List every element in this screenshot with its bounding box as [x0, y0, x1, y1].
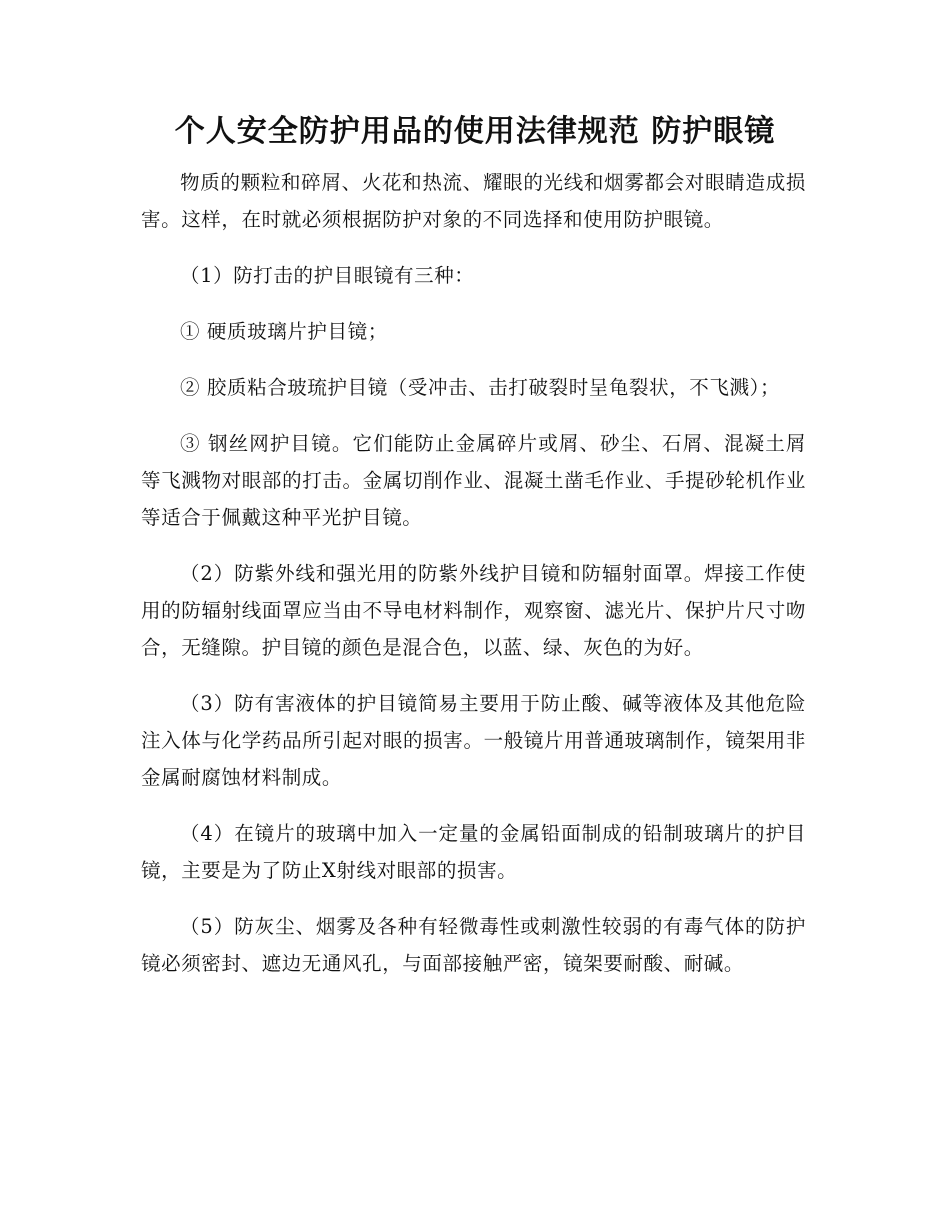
paragraph-intro: 物质的颗粒和碎屑、火花和热流、耀眼的光线和烟雾都会对眼睛造成损害。这样，在时就必须根据防护对象的不同选择和使用防护眼镜。	[141, 171, 806, 231]
paragraph-item-1: ① 硬质玻璃片护目镜；	[180, 320, 388, 343]
document-title: 个人安全防护用品的使用法律规范 防护眼镜	[174, 114, 776, 149]
paragraph-uv-goggles: （2）防紫外线和强光用的防紫外线护目镜和防辐射面罩。焊接工作使用的防辐射线面罩应当由不导电材料制作，观察窗、滤光片、保护片尺寸吻合，无缝隙。护目镜的颜色是混合色，以蓝、绿、灰色的为好。	[141, 562, 806, 659]
document-body	[141, 164, 806, 1001]
paragraph-dust-goggles: （5）防灰尘、烟雾及各种有轻微毒性或刺激性较弱的有毒气体的防护镜必须密封、遮边无通风孔，与面部接触严密，镜架要耐酸、耐碱。	[141, 915, 806, 975]
paragraph-liquid-goggles: （3）防有害液体的护目镜简易主要用于防止酸、碱等液体及其他危险注入体与化学药品所引起对眼的损害。一般镜片用普通玻璃制作，镜架用非金属耐腐蚀材料制成。	[141, 692, 806, 789]
paragraph-item-2: ② 胶质粘合玻琉护目镜（受冲击、击打破裂时呈龟裂状，不飞溅）；	[180, 376, 781, 399]
paragraph-xray-goggles: （4）在镜片的玻璃中加入一定量的金属铅面制成的铅制玻璃片的护目镜，主要是为了防止X射线对眼部的损害。	[141, 822, 806, 882]
paragraph-impact-goggles: （1）防打击的护目眼镜有三种：	[180, 264, 475, 287]
paragraph-item-3: ③ 钢丝网护目镜。它们能防止金属碎片或屑、砂尘、石屑、混凝土屑等飞溅物对眼部的打击。金属切削作业、混凝土凿毛作业、手提砂轮机作业等适合于佩戴这种平光护目镜。	[141, 432, 806, 529]
